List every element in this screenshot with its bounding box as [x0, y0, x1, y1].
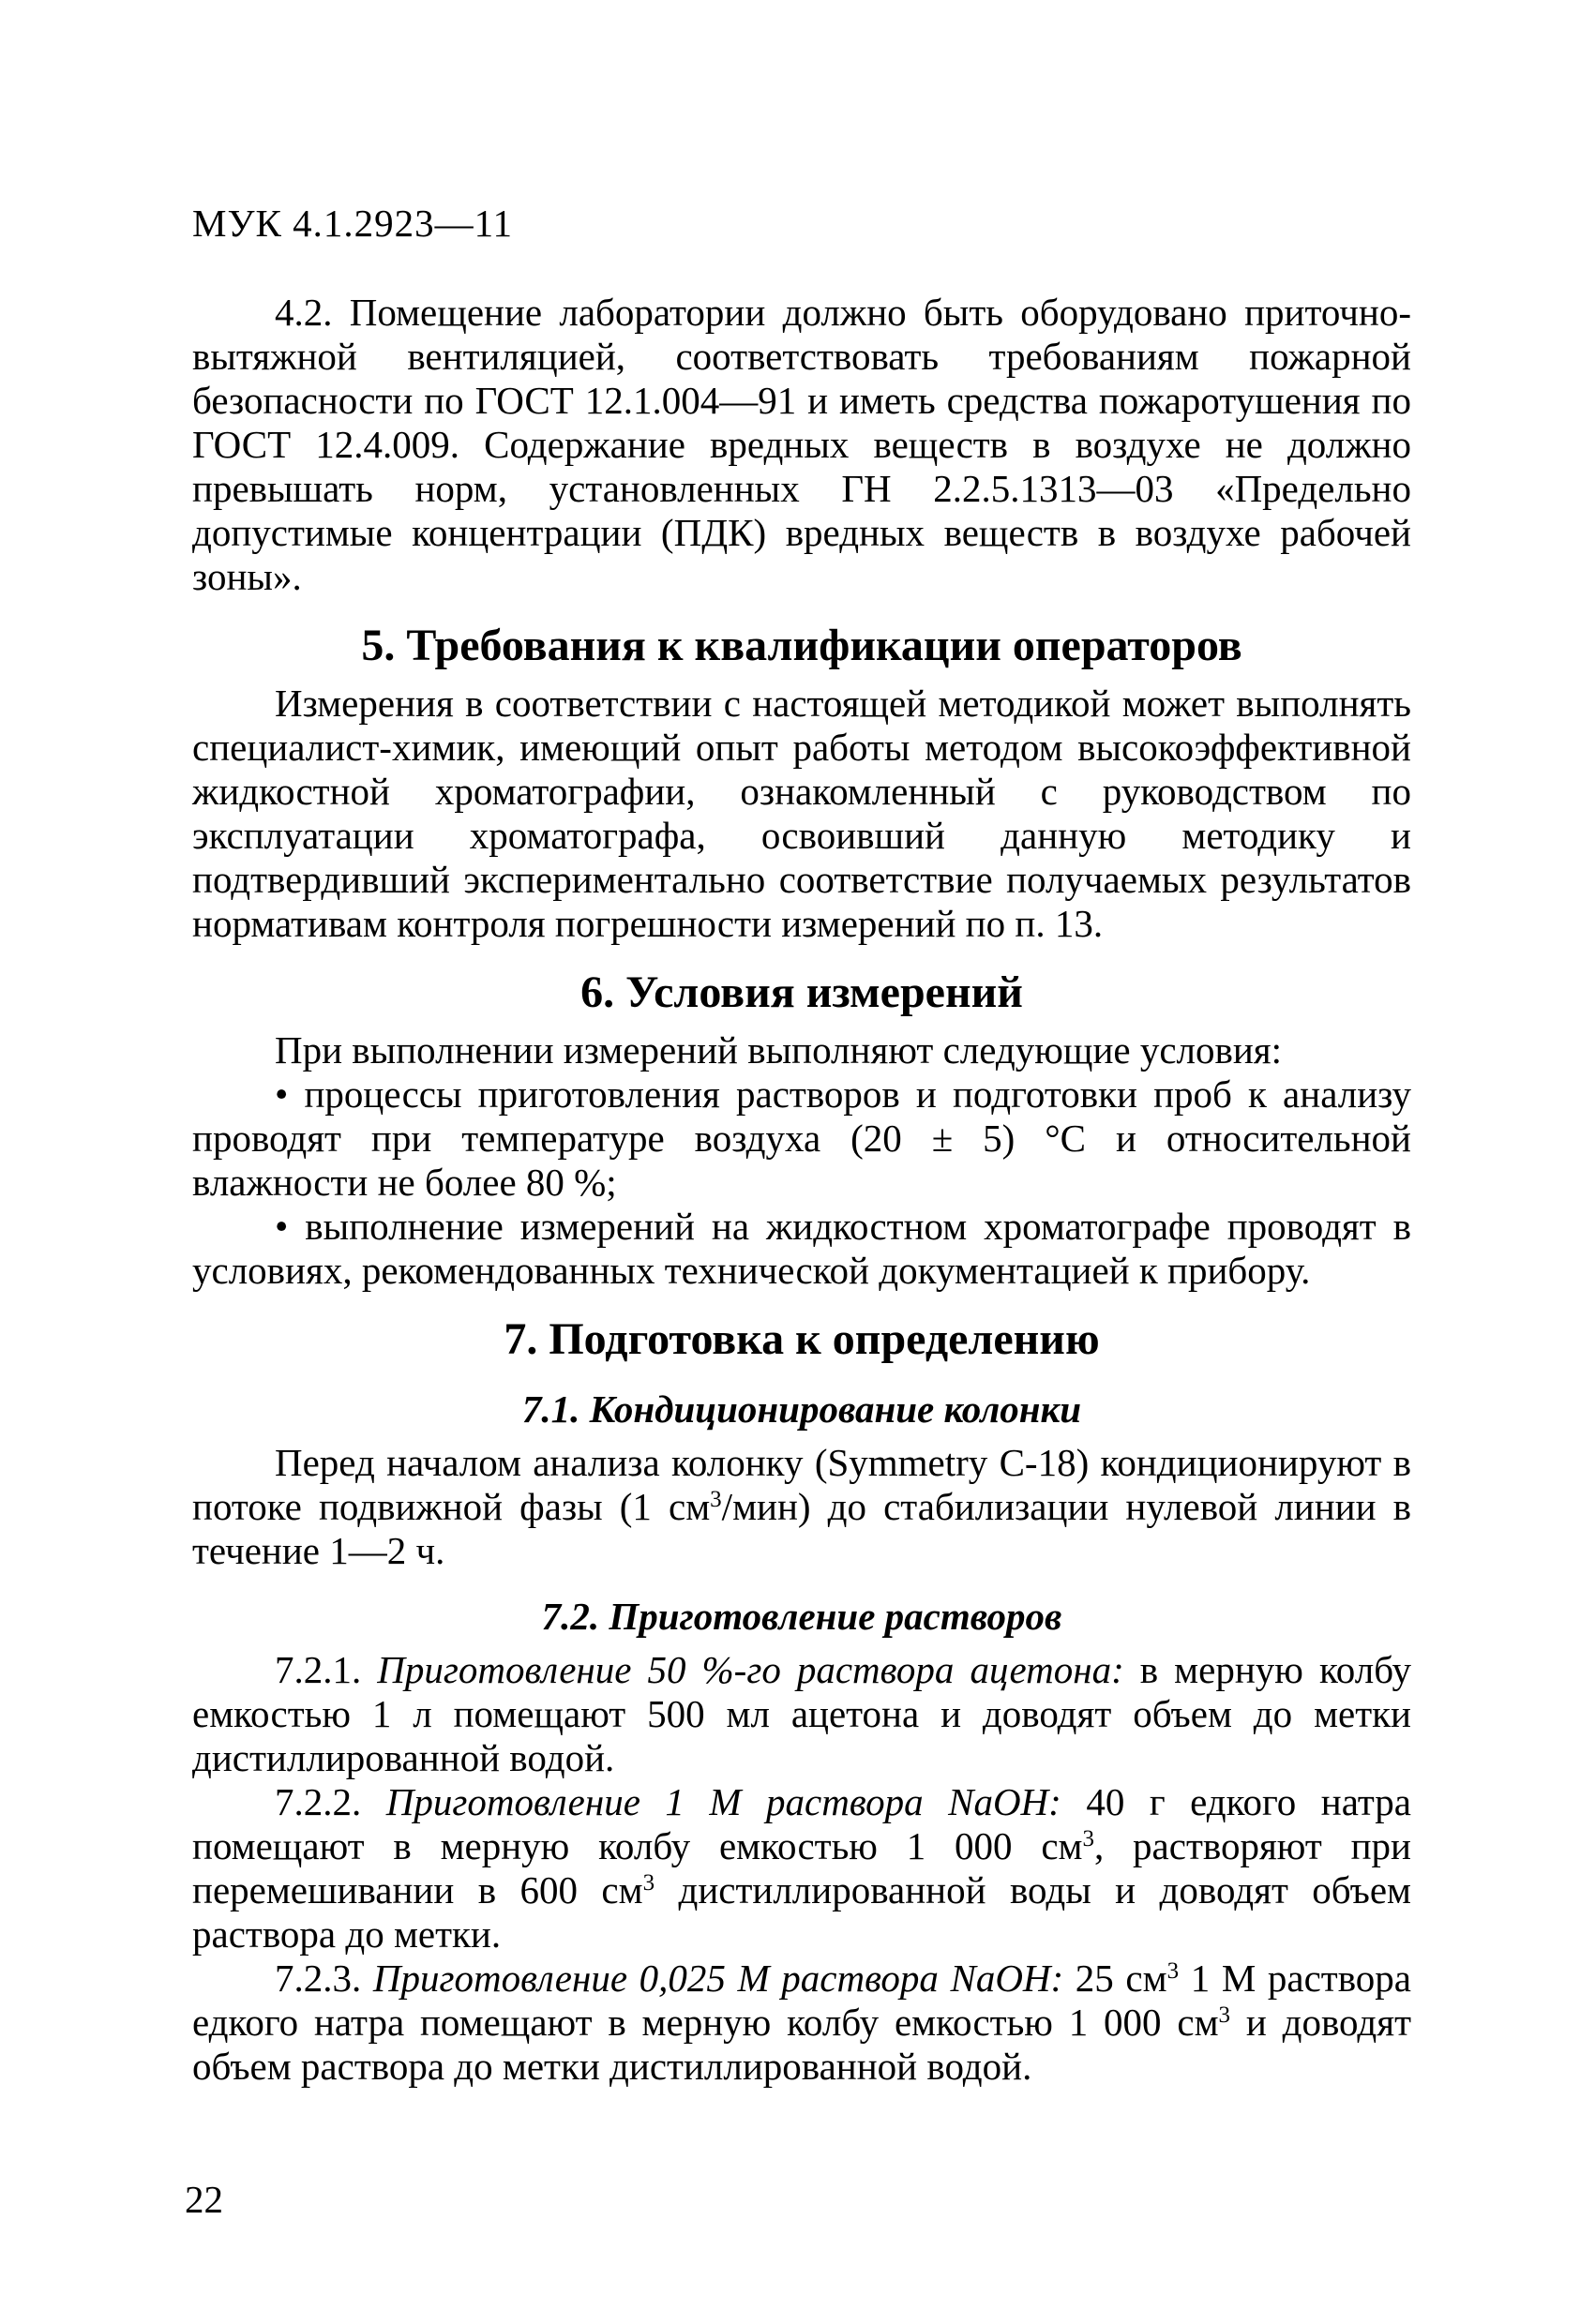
subsection-7-2-heading: 7.2. Приготовление растворов	[541, 1595, 1062, 1638]
item-number: 7.2.2.	[275, 1780, 386, 1823]
item-title: Приготовление 50 %-го раствора ацетона:	[377, 1648, 1124, 1691]
paragraph-4-2: 4.2. Помещение лаборатории должно быть оборудовано приточно-вытяжной вентиляцией, соответствовать требованиям пожарной безопасности по ГОСТ 12.1.004—91 и иметь средства пожаротушения по ГОСТ 12.4.009. Содержание вредных веществ в воздухе не должно превышать норм, установленных ГН 2.2.5.1313—03 «Предельно допустимые концентрации (ПДК) вредных веществ в воздухе рабочей зоны».	[192, 291, 1411, 598]
section-5-text: Измерения в соответствии с настоящей методикой может выполнять специалист-химик, имеющий опыт работы методом высокоэффективной жидкостной хроматографии, ознакомленный с руководством по эксплуатации хроматографа, освоивший данную методику и подтвердивший экспериментально соответствие получаемых результатов нормативам контроля погрешности измерений по п. 13.	[192, 682, 1411, 945]
section-6-bullet-2: • выполнение измерений на жидкостном хроматографе проводят в условиях, рекомендованных технической документацией к прибору.	[192, 1205, 1411, 1292]
superscript: 3	[1218, 2002, 1231, 2028]
item-title: Приготовление 0,025 М раствора NaOH:	[372, 1957, 1064, 2000]
section-5-heading: 5. Требования к квалификации операторов	[361, 621, 1242, 670]
document-header: МУК 4.1.2923—11	[192, 202, 514, 245]
superscript: 3	[1166, 1958, 1180, 1984]
item-number: 7.2.1.	[275, 1648, 378, 1691]
section-6-heading: 6. Условия измерений	[580, 967, 1023, 1017]
text-part: и доводят объем раствора до метки дистиллированной водой.	[192, 2001, 1412, 2088]
paragraph-7-2-3	[192, 1957, 1411, 2089]
section-6-intro: При выполнении измерений выполняют следующие условия:	[275, 1028, 1283, 1072]
text-part: 25 см	[1063, 1957, 1167, 2000]
section-6-bullet-1: • процессы приготовления растворов и подготовки проб к анализу проводят при температуре воздуха (20 ± 5) °С и относительной влажности не более 80 %;	[192, 1072, 1411, 1204]
text-part: , растворяют при перемешивании в 600 см	[192, 1824, 1411, 1912]
paragraph-7-2-1	[192, 1648, 1411, 1780]
subsection-7-1-heading: 7.1. Кондиционирование колонки	[521, 1387, 1082, 1431]
paragraph-7-2-2	[192, 1780, 1411, 1957]
superscript: 3	[1082, 1826, 1094, 1852]
page-number: 22	[185, 2178, 223, 2221]
section-7-heading: 7. Подготовка к определению	[504, 1314, 1100, 1364]
text-part: /мин) до стабилизации нулевой линии в течение 1—2 ч.	[192, 1485, 1411, 1572]
superscript: 3	[710, 1487, 722, 1512]
text-part: 1 М раствора едкого натра помещают в мерную колбу емкостью 1 000 см	[192, 1957, 1411, 2044]
text-part: дистиллированной воды и доводят объем раствора до метки.	[192, 1868, 1411, 1956]
page-content	[192, 291, 1411, 2089]
text-part: в мерную колбу емкостью 1 л помещают 500 мл ацетона и доводят объем до метки дистиллированной водой.	[192, 1648, 1411, 1779]
item-number: 7.2.3.	[275, 1957, 373, 2000]
subsection-7-1-text	[192, 1441, 1411, 1573]
text-part: 40 г едкого натра помещают в мерную колбу емкостью 1 000 см	[192, 1780, 1411, 1867]
text-part: Перед началом анализа колонку (Symmetry С-18) кондиционируют в потоке подвижной фазы (1 см	[192, 1441, 1411, 1528]
superscript: 3	[642, 1870, 655, 1896]
item-title: Приготовление 1 М раствора NaOH:	[385, 1780, 1061, 1823]
